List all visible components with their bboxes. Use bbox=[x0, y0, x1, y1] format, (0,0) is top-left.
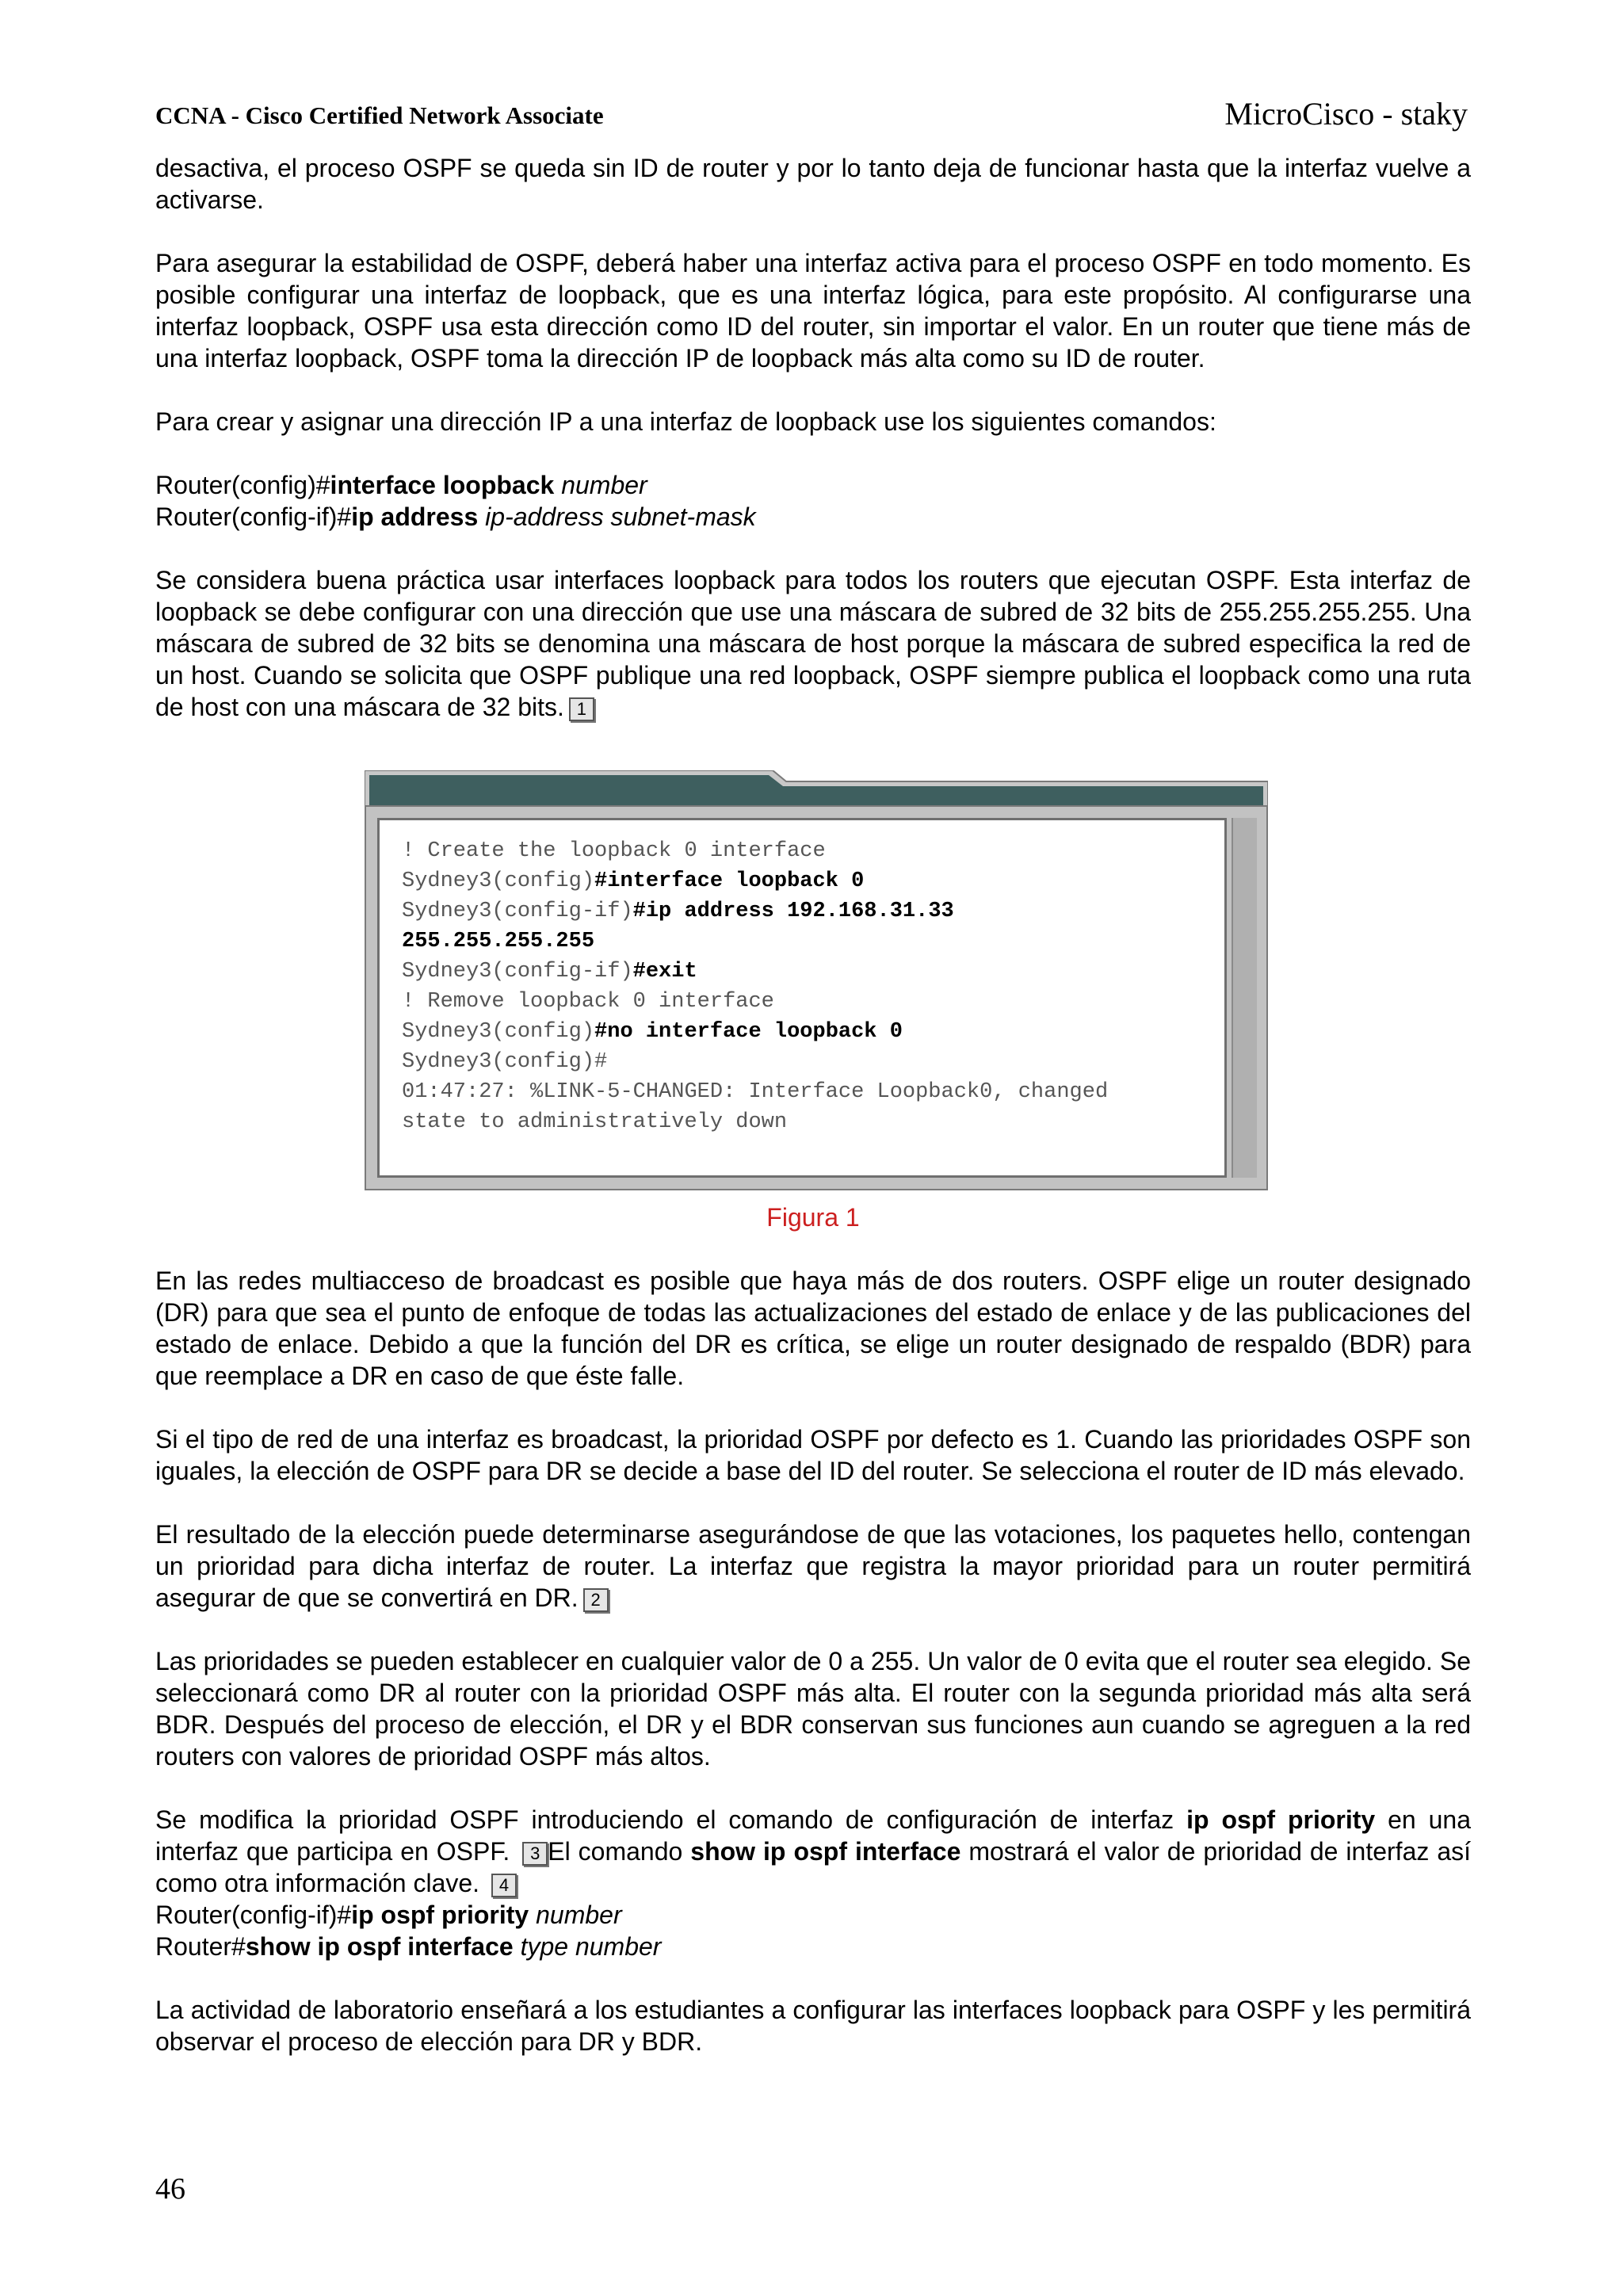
paragraph bbox=[155, 1804, 1471, 1899]
code-command: 255.255.255.255 bbox=[402, 930, 595, 953]
figure-reference-2[interactable]: 2 bbox=[583, 1588, 609, 1612]
command-prefix: Router# bbox=[155, 1932, 246, 1961]
paragraph: En las redes multiacceso de broadcast es posible que haya más de dos routers. OSPF elige un router designado (DR) para que sea el punto de enfoque de todas las actualizaciones del estado de enlace y de las publicaciones del estado de enlace. Debido a que la función del DR es crítica, se elige un router designado de respaldo (BDR) para que reemplace a DR en caso de que éste falle. bbox=[155, 1266, 1471, 1390]
code-line bbox=[402, 957, 1202, 987]
command-keyword: ip address bbox=[351, 502, 479, 531]
code-text: 01:47:27: %LINK-5-CHANGED: Interface Loopback0, changed bbox=[402, 1080, 1109, 1104]
command-keyword: ip ospf priority bbox=[351, 1901, 529, 1929]
code-line bbox=[402, 987, 1202, 1017]
paragraph-text: mostrará el valor de prioridad de interfaz así como otra información clave. bbox=[155, 1837, 1472, 1897]
figure-1 bbox=[365, 770, 1268, 1190]
code-text: Sydney3(config) bbox=[402, 1020, 595, 1044]
paragraph bbox=[155, 1519, 1471, 1614]
code-line bbox=[402, 1017, 1202, 1047]
figure-title-bar bbox=[365, 770, 1268, 810]
running-header-author: MicroCisco - staky bbox=[1224, 96, 1468, 132]
code-command: #exit bbox=[632, 960, 697, 984]
paragraph-text: Se considera buena práctica usar interfaces loopback para todos los routers que ejecutan OSPF. Esta interfaz de loopback se debe configurar con una dirección que use una máscara de subred de 32 bits de 255.255.255.255. Una máscara de subred de 32 bits se denomina una máscara de host porque la máscara de subred especifica la red de un host. Cuando se solicita que OSPF publique una red loopback, OSPF siempre publica el loopback como una ruta de host con una máscara de 32 bits. bbox=[155, 566, 1471, 721]
paragraph: Para asegurar la estabilidad de OSPF, deberá haber una interfaz activa para el proceso OSPF en todo momento. Es posible configurar una interfaz de loopback, que es una interfaz lógica, para este propósito. Al configurarse una interfaz loopback, OSPF usa esta dirección como ID del router, sin importar el valor. En un router que tiene más de una interfaz loopback, OSPF toma la dirección IP de loopback más alta como su ID de router. bbox=[155, 249, 1471, 372]
figure-reference-4[interactable]: 4 bbox=[491, 1874, 517, 1897]
command-prefix: Router(config-if)# bbox=[155, 1901, 352, 1929]
paragraph-text: El comando bbox=[548, 1837, 691, 1866]
paragraph: La actividad de laboratorio enseñará a los estudiantes a configurar las interfaces loopback para OSPF y les permitirá observar el proceso de elección para DR y BDR. bbox=[155, 1996, 1471, 2056]
command-argument: type number bbox=[513, 1932, 662, 1961]
figure-reference-1[interactable]: 1 bbox=[569, 697, 594, 721]
command-syntax bbox=[155, 1899, 1471, 1931]
paragraph-text: El resultado de la elección puede determinarse asegurándose de que las votaciones, los paquetes hello, contengan un prioridad para dicha interfaz de router. La interfaz que registra la mayor prioridad para un router permitirá asegurar de que se convertirá en DR. bbox=[155, 1520, 1471, 1612]
paragraph-text: Se modifica la prioridad OSPF introduciendo el comando de configuración de interfaz bbox=[155, 1805, 1187, 1834]
command-argument: ip-address subnet-mask bbox=[478, 502, 756, 531]
paragraph: Las prioridades se pueden establecer en cualquier valor de 0 a 255. Un valor de 0 evita que el router sea elegido. Se seleccionará como DR al router con la prioridad OSPF más alta. El router con la segunda prioridad más alta será BDR. Después del proceso de elección, el DR y el BDR conservan sus funciones aun cuando se agreguen a la red routers con valores de prioridad OSPF más altos. bbox=[155, 1647, 1471, 1771]
code-line bbox=[402, 926, 1202, 957]
paragraph: Para crear y asignar una dirección IP a una interfaz de loopback use los siguientes comandos: bbox=[155, 407, 1216, 436]
code-line bbox=[402, 1047, 1202, 1077]
code-text: ! Remove loopback 0 interface bbox=[402, 990, 774, 1014]
command-keyword: show ip ospf interface bbox=[690, 1837, 961, 1866]
command-keyword: interface loopback bbox=[330, 471, 555, 499]
code-text: Sydney3(config) bbox=[402, 869, 595, 893]
command-prefix: Router(config-if)# bbox=[155, 502, 352, 531]
page-body bbox=[155, 152, 1471, 2057]
code-text: Sydney3(config-if) bbox=[402, 900, 633, 923]
command-argument: number bbox=[554, 471, 647, 499]
code-text: Sydney3(config-if) bbox=[402, 960, 633, 984]
code-text: Sydney3(config)# bbox=[402, 1050, 608, 1074]
code-command: #interface loopback 0 bbox=[594, 869, 865, 893]
command-prefix: Router(config)# bbox=[155, 471, 330, 499]
command-keyword: ip ospf priority bbox=[1186, 1805, 1376, 1834]
figure-caption: Figura 1 bbox=[766, 1203, 860, 1232]
code-command: #ip address 192.168.31.33 bbox=[632, 900, 954, 923]
code-text: state to administratively down bbox=[402, 1110, 788, 1134]
code-line bbox=[402, 1077, 1202, 1107]
figure-side-panel bbox=[1232, 818, 1257, 1178]
paragraph-text: en una interfaz que participa en OSPF. bbox=[155, 1805, 1472, 1866]
code-line bbox=[402, 1107, 1202, 1137]
command-syntax bbox=[155, 469, 1471, 501]
code-line bbox=[402, 866, 1202, 896]
code-listing bbox=[377, 818, 1227, 1178]
running-header-title: CCNA - Cisco Certified Network Associate bbox=[155, 101, 604, 129]
paragraph bbox=[155, 564, 1471, 723]
code-command: #no interface loopback 0 bbox=[594, 1020, 903, 1044]
paragraph: Si el tipo de red de una interfaz es broadcast, la prioridad OSPF por defecto es 1. Cuando las prioridades OSPF son iguales, la elección de OSPF para DR se decide a base del ID del router. Se selecciona el router de ID más elevado. bbox=[155, 1425, 1471, 1485]
command-syntax bbox=[155, 1931, 1471, 1962]
page-number: 46 bbox=[155, 2172, 185, 2206]
paragraph: desactiva, el proceso OSPF se queda sin ID de router y por lo tanto deja de funcionar hasta que la interfaz vuelve a activarse. bbox=[155, 154, 1471, 214]
code-line bbox=[402, 896, 1202, 926]
code-text: ! Create the loopback 0 interface bbox=[402, 839, 826, 863]
command-keyword: show ip ospf interface bbox=[245, 1932, 514, 1961]
command-argument: number bbox=[529, 1901, 622, 1929]
command-syntax bbox=[155, 501, 1471, 533]
figure-frame bbox=[365, 805, 1268, 1190]
figure-reference-3[interactable]: 3 bbox=[522, 1842, 548, 1866]
code-line bbox=[402, 836, 1202, 866]
